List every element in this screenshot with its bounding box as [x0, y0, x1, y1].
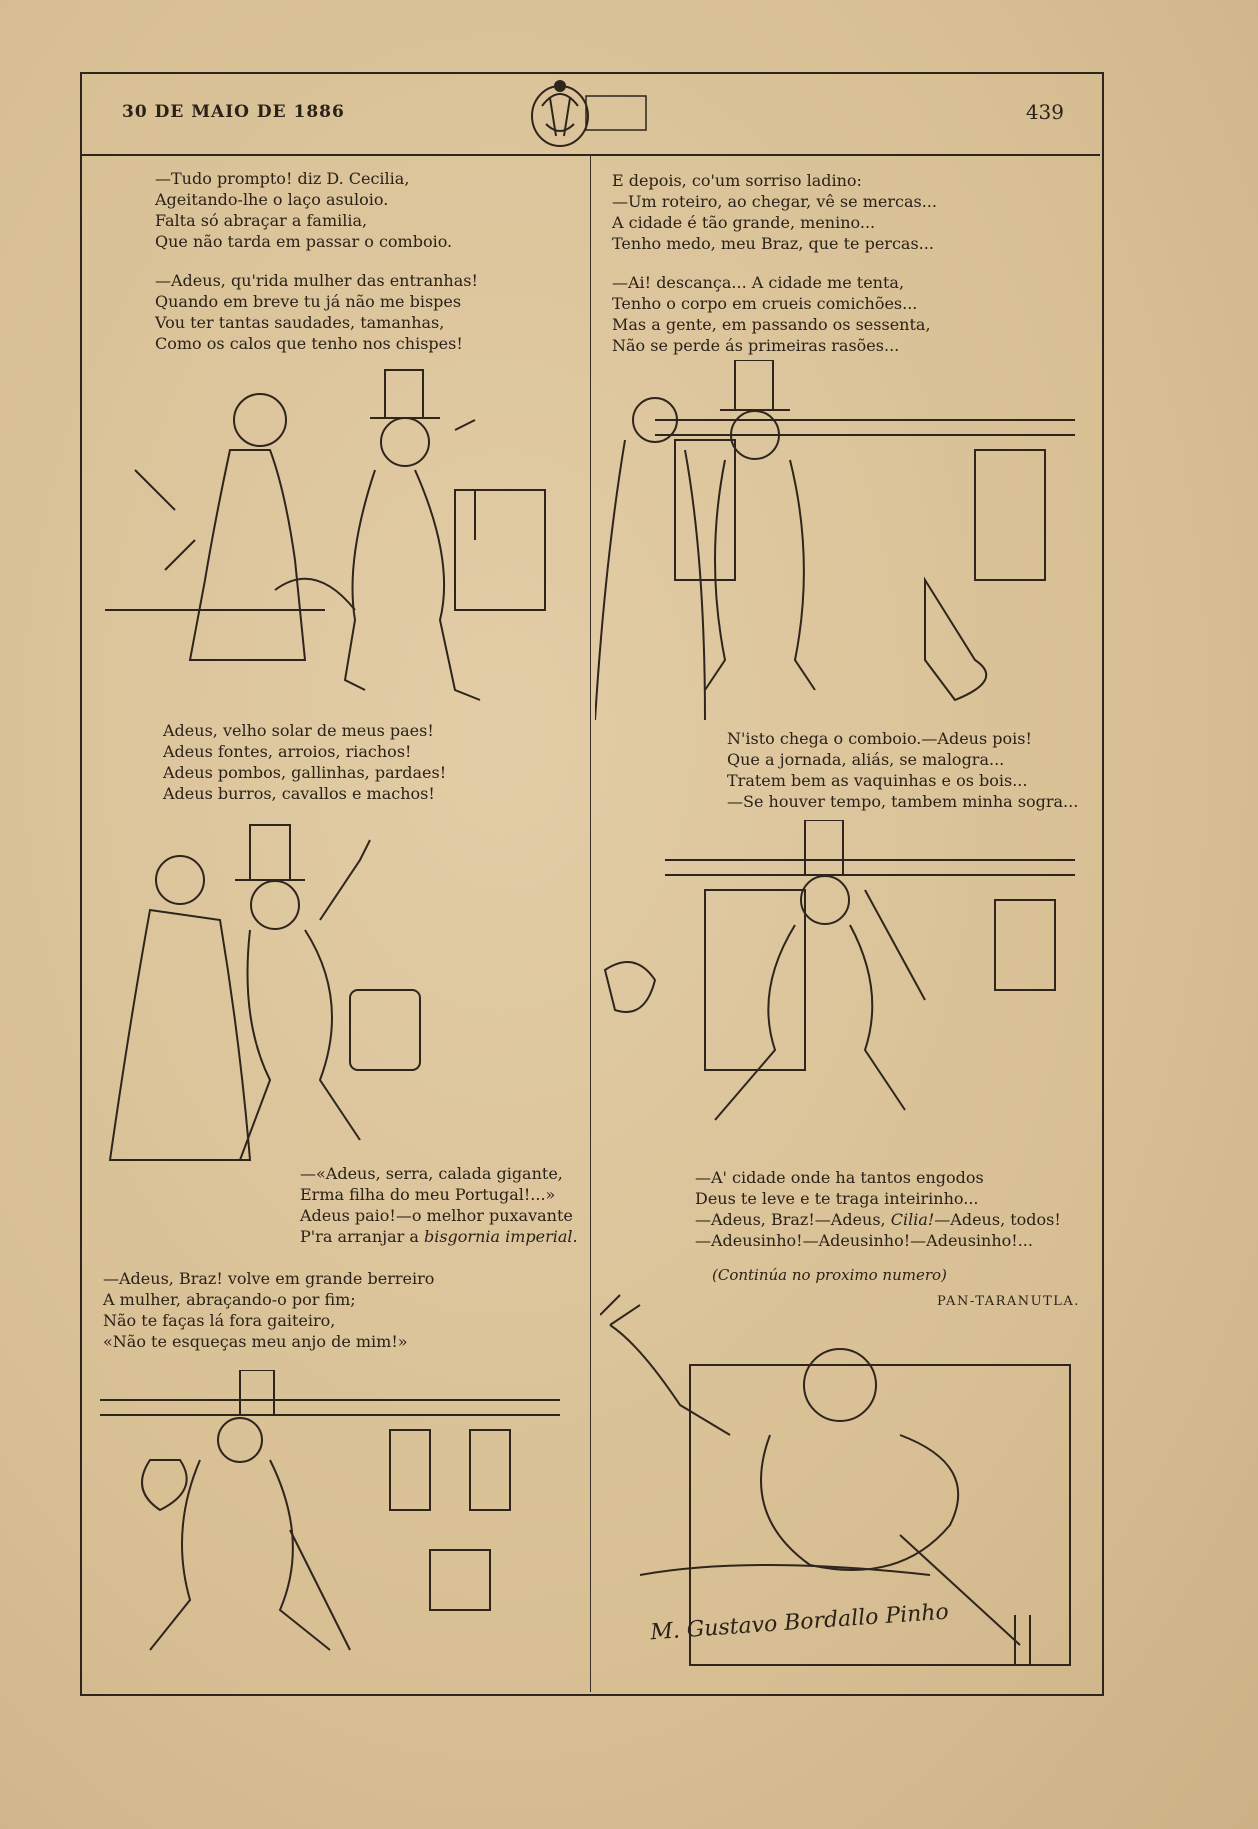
- verse-line: Deus te leve e te traga inteirinho...: [695, 1189, 979, 1208]
- verse-line: —Ai! descança... A cidade me tenta,: [612, 273, 905, 292]
- right-stanza-1: [612, 170, 937, 254]
- verse-line: Adeus burros, cavallos e machos!: [163, 784, 435, 803]
- verse-line: Vou ter tantas saudades, tamanhas,: [155, 313, 445, 332]
- verse-line: Ageitando-lhe o laço asuloio.: [155, 190, 389, 209]
- verse-line: —«Adeus, serra, calada gigante,: [300, 1164, 563, 1183]
- verse-line: Não se perde ás primeiras rasões...: [612, 336, 900, 355]
- left-stanza-4: [300, 1163, 578, 1247]
- verse-line: Adeus pombos, gallinhas, pardaes!: [163, 763, 447, 782]
- author-signature: PAN-TARANUTLA.: [937, 1294, 1080, 1309]
- cartoon-embrace-train: [90, 1370, 570, 1670]
- verse-line: N'isto chega o comboio.—Adeus pois!: [727, 729, 1032, 748]
- verse-line: —Um roteiro, ao chegar, vê se mercas...: [612, 192, 937, 211]
- page-header: [80, 72, 1100, 156]
- left-stanza-3: [163, 720, 446, 804]
- left-stanza-5: [103, 1268, 434, 1352]
- verse-italic: Cilia!: [890, 1210, 935, 1229]
- page-number: 439: [1025, 100, 1064, 124]
- left-stanza-2: [155, 270, 478, 354]
- verse-text: —Adeus, Braz!—Adeus,: [695, 1210, 891, 1229]
- verse-line: —Adeusinho!—Adeusinho!—Adeusinho!...: [695, 1231, 1033, 1250]
- verse-line: Erma filha do meu Portugal!...»: [300, 1185, 556, 1204]
- masthead-logo: [520, 76, 720, 150]
- verse-text: P'ra arranjar a: [300, 1227, 424, 1246]
- verse-line: —Adeus, Braz! volve em grande berreiro: [103, 1269, 435, 1288]
- verse-line: Não te faças lá fora gaiteiro,: [103, 1311, 336, 1330]
- left-stanza-1: [155, 168, 452, 252]
- verse-line: —Tudo prompto! diz D. Cecilia,: [155, 169, 410, 188]
- cartoon-station-platform: [595, 360, 1095, 720]
- verse-line: —Se houver tempo, tambem minha sogra...: [727, 792, 1079, 811]
- verse-line: A cidade é tão grande, menino...: [612, 213, 876, 232]
- verse-line: —Adeus, qu'rida mulher das entranhas!: [155, 271, 478, 290]
- verse-line: Mas a gente, em passando os sessenta,: [612, 315, 931, 334]
- verse-line: Quando em breve tu já não me bispes: [155, 292, 462, 311]
- verse-line: Que a jornada, aliás, se malogra...: [727, 750, 1005, 769]
- column-divider: [590, 154, 591, 1692]
- verse-text: —Adeus, todos!: [934, 1210, 1061, 1229]
- right-stanza-3: [727, 728, 1078, 812]
- artist-signature: M. Gustavo Bordallo Pinho: [649, 1599, 950, 1646]
- verse-line: [695, 1209, 1061, 1230]
- verse-line: —A' cidade onde ha tantos engodos: [695, 1168, 984, 1187]
- verse-line: Adeus paio!—o melhor puxavante: [300, 1206, 573, 1225]
- cartoon-couple-farewell: [95, 360, 575, 710]
- verse-line: Como os calos que tenho nos chispes!: [155, 334, 463, 353]
- cartoon-boarding-train: [595, 820, 1095, 1160]
- verse-line: Adeus, velho solar de meus paes!: [163, 721, 434, 740]
- verse-line: Tenho medo, meu Braz, que te percas...: [612, 234, 934, 253]
- cartoon-waving-goodbye: [90, 820, 490, 1180]
- issue-date: 30 DE MAIO DE 1886: [122, 102, 345, 122]
- continuation-note: (Continúa no proximo numero): [712, 1266, 947, 1284]
- verse-italic: bisgornia imperial.: [423, 1227, 578, 1246]
- verse-line: Que não tarda em passar o comboio.: [155, 232, 453, 251]
- verse-line: Tratem bem as vaquinhas e os bois...: [727, 771, 1028, 790]
- verse-line: Adeus fontes, arroios, riachos!: [163, 742, 412, 761]
- verse-line: E depois, co'um sorriso ladino:: [612, 171, 862, 190]
- verse-line: «Não te esqueças meu anjo de mim!»: [103, 1332, 408, 1351]
- verse-line: A mulher, abraçando-o por fim;: [103, 1290, 356, 1309]
- verse-line: Falta só abraçar a familia,: [155, 211, 368, 230]
- right-stanza-2: [612, 272, 931, 356]
- verse-line: [300, 1226, 578, 1247]
- verse-line: Tenho o corpo em crueis comichões...: [612, 294, 918, 313]
- right-stanza-4: [695, 1167, 1061, 1251]
